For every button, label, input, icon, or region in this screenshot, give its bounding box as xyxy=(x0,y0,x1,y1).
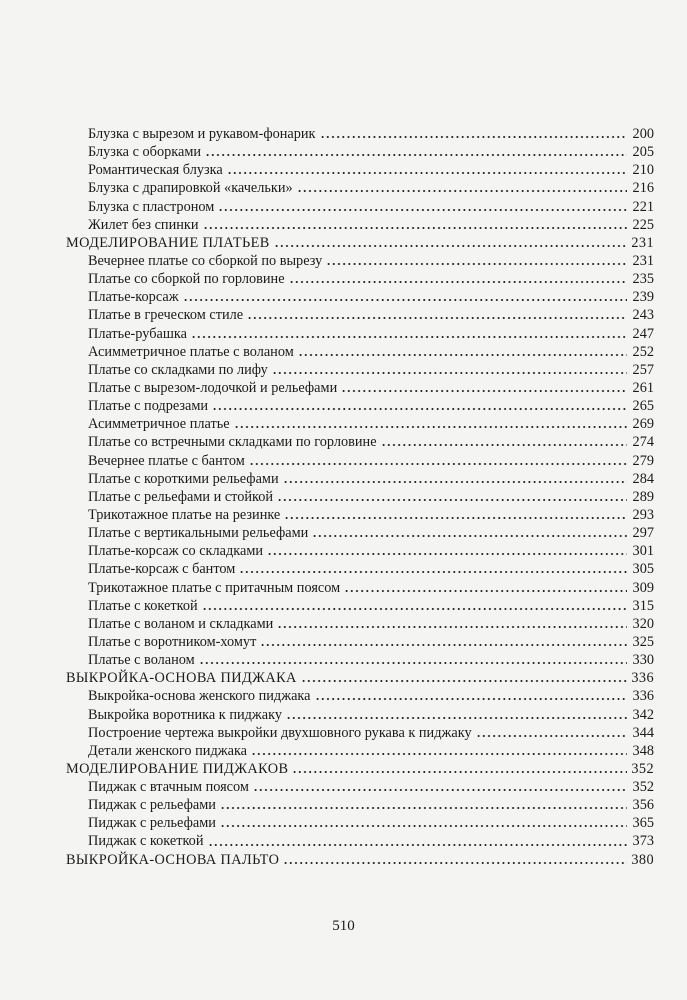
toc-entry xyxy=(66,579,654,597)
toc-entry-page: 315 xyxy=(632,597,654,614)
toc-entry xyxy=(66,706,654,724)
dot-leader xyxy=(341,389,627,393)
toc-entry xyxy=(66,687,654,705)
dot-leader xyxy=(220,824,627,828)
dot-leader xyxy=(267,552,627,556)
toc-entry xyxy=(66,161,654,179)
toc-entry-title: Выкройка воротника к пиджаку xyxy=(88,706,283,723)
toc-entry-page: 205 xyxy=(632,144,654,161)
toc-entry-title: Платье-корсаж со складками xyxy=(88,543,264,560)
toc-entry-page: 309 xyxy=(632,579,654,596)
toc-entry-title: Платье со сборкой по горловине xyxy=(88,271,285,288)
dot-leader xyxy=(283,861,627,865)
dot-leader xyxy=(289,280,627,284)
toc-entry-title: Платье с кокеткой xyxy=(88,597,198,614)
toc-entry xyxy=(66,651,654,669)
dot-leader xyxy=(284,516,627,520)
toc-entry-title: Детали женского пиджака xyxy=(88,742,248,759)
dot-leader xyxy=(212,407,627,411)
toc-entry-page: 289 xyxy=(632,488,654,505)
toc-entry xyxy=(66,415,654,433)
toc-entry-page: 231 xyxy=(631,234,654,251)
toc-entry-title: Выкройка-основа женского пиджака xyxy=(88,688,311,705)
toc-entry-page: 279 xyxy=(632,452,654,469)
toc-entry-title: Вечернее платье с бантом xyxy=(88,452,245,469)
toc-entry-title: Платье-рубашка xyxy=(88,325,187,342)
dot-leader xyxy=(344,589,627,593)
toc-entry-title: Построение чертежа выкройки двухшовного рукава к пиджаку xyxy=(88,724,472,741)
toc-entry xyxy=(66,560,654,578)
toc-entry xyxy=(66,379,654,397)
toc-entry xyxy=(66,125,654,143)
dot-leader xyxy=(298,353,627,357)
toc-entry xyxy=(66,778,654,796)
toc-entry-page: 243 xyxy=(632,307,654,324)
toc-entry-title: Асимметричное платье с воланом xyxy=(88,343,294,360)
dot-leader xyxy=(191,335,627,339)
table-of-contents xyxy=(66,125,654,869)
dot-leader xyxy=(203,226,628,230)
dot-leader xyxy=(381,443,627,447)
dot-leader xyxy=(277,625,627,629)
toc-entry xyxy=(66,216,654,234)
dot-leader xyxy=(312,534,627,538)
dot-leader xyxy=(220,806,627,810)
toc-entry-title: Асимметричное платье xyxy=(88,416,230,433)
dot-leader xyxy=(476,734,627,738)
dot-leader xyxy=(249,462,627,466)
toc-entry-page: 380 xyxy=(631,851,654,868)
toc-entry xyxy=(66,832,654,850)
toc-entry-page: 239 xyxy=(632,289,654,306)
toc-entry xyxy=(66,615,654,633)
toc-entry-title: Блузка с драпировкой «качельки» xyxy=(88,180,293,197)
toc-entry-title: Платье в греческом стиле xyxy=(88,307,244,324)
toc-entry-page: 305 xyxy=(632,561,654,578)
toc-section-entry xyxy=(66,669,654,687)
toc-entry-page: 320 xyxy=(632,615,654,632)
toc-entry-title: Платье со складками по лифу xyxy=(88,361,268,378)
toc-entry-page: 373 xyxy=(632,833,654,850)
toc-entry-page: 261 xyxy=(632,379,654,396)
dot-leader xyxy=(183,298,627,302)
toc-entry xyxy=(66,470,654,488)
toc-entry-title: Пиджак с рельефами xyxy=(88,815,216,832)
dot-leader xyxy=(205,153,627,157)
toc-entry-title: МОДЕЛИРОВАНИЕ ПЛАТЬЕВ xyxy=(66,234,270,251)
toc-entry-page: 221 xyxy=(632,198,654,215)
toc-entry-page: 297 xyxy=(632,525,654,542)
toc-entry-title: Платье с вертикальными рельефами xyxy=(88,525,309,542)
toc-entry-page: 365 xyxy=(632,815,654,832)
dot-leader xyxy=(283,480,627,484)
toc-entry-page: 274 xyxy=(632,434,654,451)
toc-entry-page: 231 xyxy=(632,252,654,269)
toc-entry-page: 247 xyxy=(632,325,654,342)
toc-entry-page: 336 xyxy=(632,688,654,705)
toc-entry-page: 235 xyxy=(632,271,654,288)
toc-entry xyxy=(66,452,654,470)
toc-entry-page: 348 xyxy=(632,742,654,759)
toc-entry xyxy=(66,796,654,814)
toc-entry xyxy=(66,814,654,832)
toc-entry xyxy=(66,724,654,742)
dot-leader xyxy=(239,570,627,574)
dot-leader xyxy=(315,697,627,701)
toc-entry-page: 210 xyxy=(632,162,654,179)
dot-leader xyxy=(218,208,627,212)
toc-entry xyxy=(66,488,654,506)
toc-entry-title: Трикотажное платье с притачным поясом xyxy=(88,579,341,596)
dot-leader xyxy=(272,371,627,375)
toc-entry-title: МОДЕЛИРОВАНИЕ ПИДЖАКОВ xyxy=(66,760,289,777)
toc-section-entry xyxy=(66,851,654,869)
toc-entry xyxy=(66,270,654,288)
dot-leader xyxy=(227,171,627,175)
toc-entry-page: 330 xyxy=(632,652,654,669)
toc-entry-title: Платье с вырезом-лодочкой и рельефами xyxy=(88,379,338,396)
toc-entry-title: Блузка с оборками xyxy=(88,144,202,161)
toc-entry-title: Платье с воланом xyxy=(88,652,195,669)
toc-entry xyxy=(66,633,654,651)
dot-leader xyxy=(199,661,627,665)
toc-entry xyxy=(66,597,654,615)
toc-entry-page: 352 xyxy=(632,779,654,796)
toc-entry-title: ВЫКРОЙКА-ОСНОВА ПАЛЬТО xyxy=(66,851,280,868)
toc-entry-title: Платье-корсаж с бантом xyxy=(88,561,236,578)
toc-entry-page: 342 xyxy=(632,706,654,723)
toc-entry-page: 200 xyxy=(632,126,654,142)
toc-entry xyxy=(66,542,654,560)
toc-entry-title: Платье с короткими рельефами xyxy=(88,470,279,487)
toc-section-entry xyxy=(66,760,654,778)
toc-entry xyxy=(66,433,654,451)
dot-leader xyxy=(320,135,627,139)
toc-entry xyxy=(66,742,654,760)
toc-entry-page: 344 xyxy=(632,724,654,741)
toc-entry-title: Пиджак с рельефами xyxy=(88,797,216,814)
toc-entry-title: Блузка с пластроном xyxy=(88,198,215,215)
dot-leader xyxy=(202,607,627,611)
toc-entry-title: Пиджак с кокеткой xyxy=(88,833,204,850)
toc-entry-title: Пиджак с втачным поясом xyxy=(88,779,249,796)
toc-entry-title: Платье с рельефами и стойкой xyxy=(88,488,274,505)
toc-entry-page: 284 xyxy=(632,470,654,487)
toc-entry xyxy=(66,143,654,161)
toc-entry-title: Платье с подрезами xyxy=(88,398,209,415)
toc-entry-page: 216 xyxy=(632,180,654,197)
toc-entry xyxy=(66,179,654,197)
toc-entry xyxy=(66,306,654,324)
toc-entry-title: Платье с воланом и складками xyxy=(88,615,274,632)
toc-entry-page: 257 xyxy=(632,361,654,378)
toc-entry xyxy=(66,524,654,542)
dot-leader xyxy=(326,262,627,266)
toc-entry xyxy=(66,343,654,361)
dot-leader xyxy=(301,679,627,683)
dot-leader xyxy=(251,752,627,756)
toc-entry-title: Жилет без спинки xyxy=(88,216,199,233)
toc-entry-page: 225 xyxy=(632,216,654,233)
toc-entry-title: Трикотажное платье на резинке xyxy=(88,506,281,523)
toc-entry-page: 325 xyxy=(632,633,654,650)
toc-entry-page: 352 xyxy=(631,760,654,777)
page-number: 510 xyxy=(332,918,355,934)
toc-entry-page: 252 xyxy=(632,343,654,360)
toc-entry-page: 336 xyxy=(631,670,654,687)
toc-entry-title: Романтическая блузка xyxy=(88,162,223,179)
toc-entry-page: 269 xyxy=(632,416,654,433)
dot-leader xyxy=(247,316,627,320)
dot-leader xyxy=(234,425,627,429)
dot-leader xyxy=(277,498,627,502)
toc-entry-title: Вечернее платье со сборкой по вырезу xyxy=(88,252,323,269)
toc-entry xyxy=(66,506,654,524)
toc-entry xyxy=(66,252,654,270)
toc-entry-title: Платье со встречными складками по горловине xyxy=(88,434,377,451)
dot-leader xyxy=(274,244,627,248)
dot-leader xyxy=(286,716,627,720)
toc-entry-title: Платье с воротником-хомут xyxy=(88,633,257,650)
toc-entry-title: ВЫКРОЙКА-ОСНОВА ПИДЖАКА xyxy=(66,670,297,687)
toc-entry-page: 293 xyxy=(632,506,654,523)
dot-leader xyxy=(208,843,628,847)
dot-leader xyxy=(292,770,627,774)
dot-leader xyxy=(260,643,627,647)
toc-entry-page: 356 xyxy=(632,797,654,814)
toc-entry-page: 301 xyxy=(632,543,654,560)
toc-section-entry xyxy=(66,234,654,252)
toc-entry-title: Блузка с вырезом и рукавом-фонарик xyxy=(88,126,316,142)
dot-leader xyxy=(253,788,627,792)
toc-entry xyxy=(66,361,654,379)
toc-entry xyxy=(66,288,654,306)
toc-entry xyxy=(66,198,654,216)
toc-entry xyxy=(66,397,654,415)
toc-entry-title: Платье-корсаж xyxy=(88,289,179,306)
toc-entry-page: 265 xyxy=(632,398,654,415)
dot-leader xyxy=(297,189,627,193)
toc-entry xyxy=(66,325,654,343)
